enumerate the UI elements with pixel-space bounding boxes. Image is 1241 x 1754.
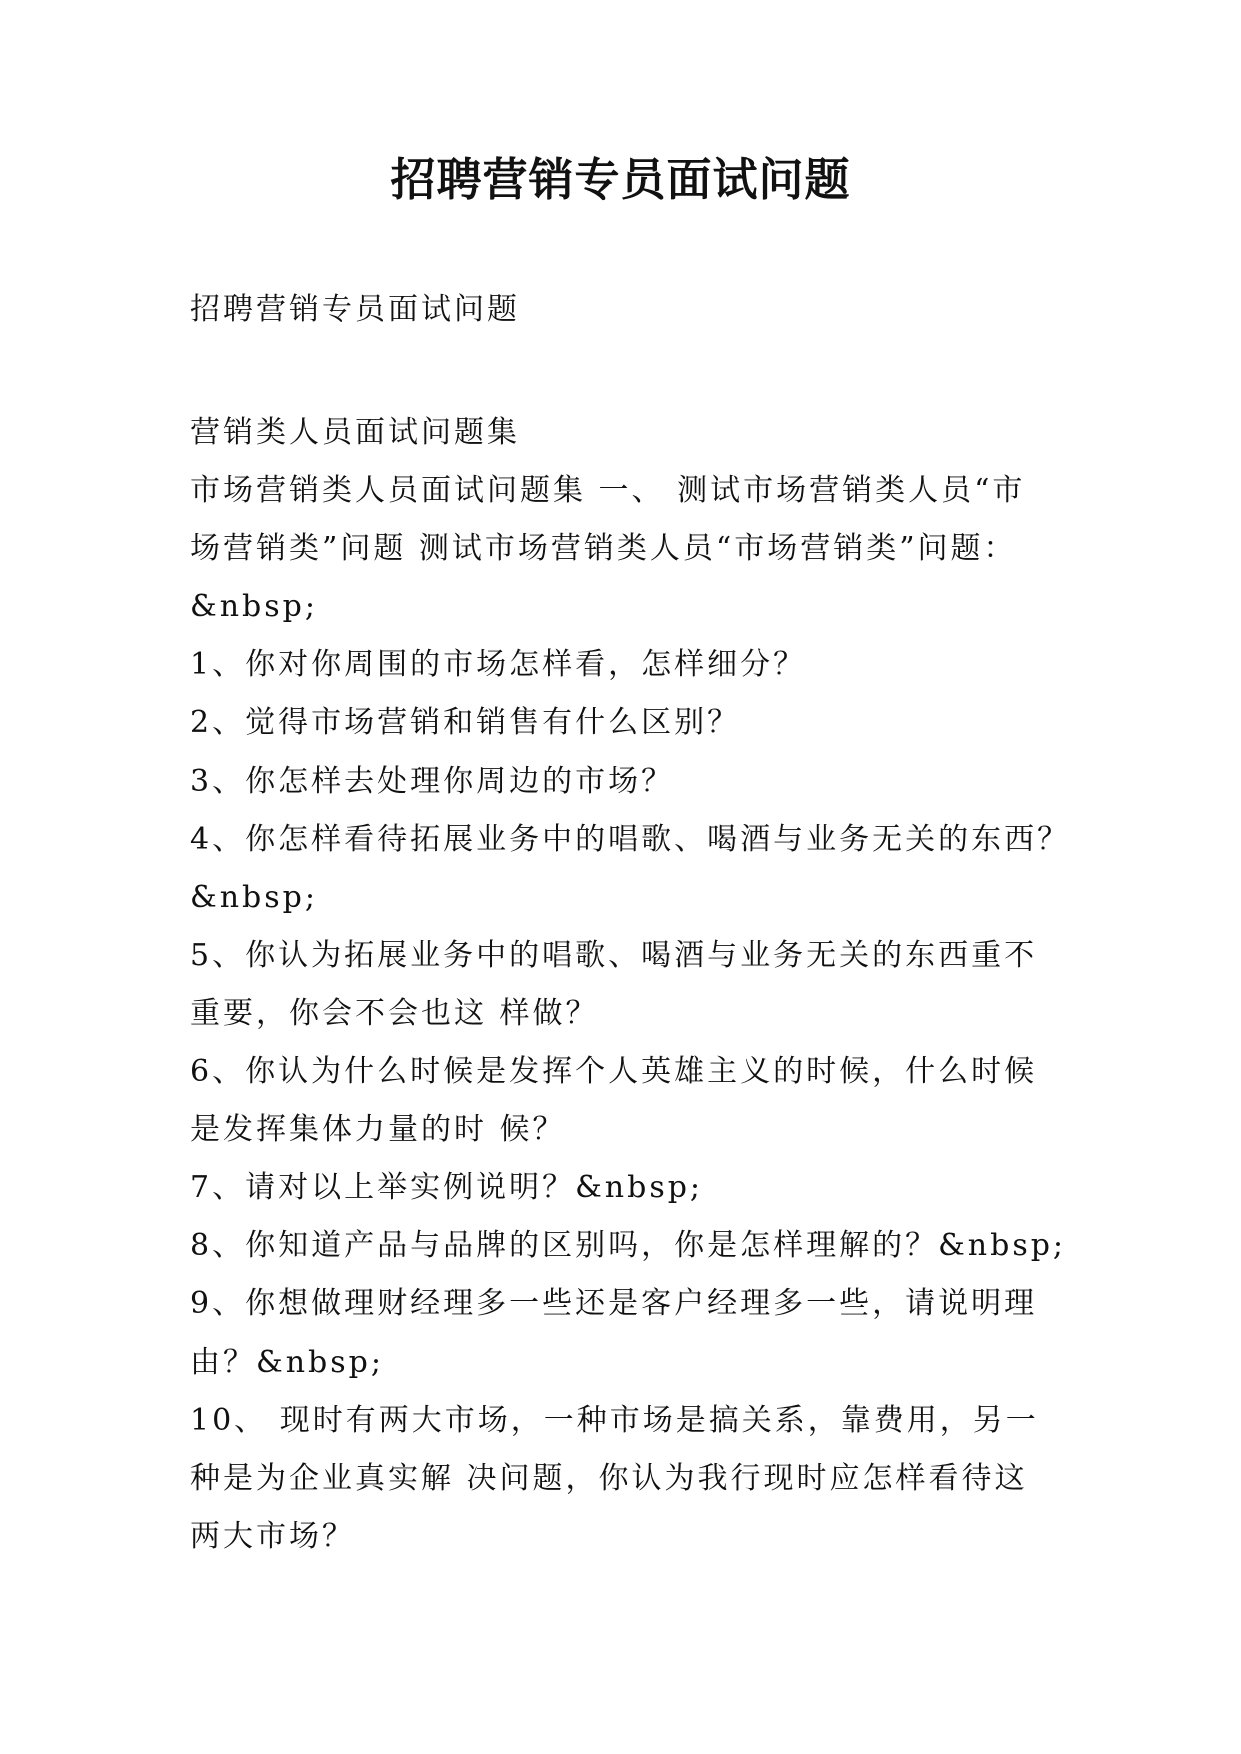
text-line: &nbsp; xyxy=(190,589,318,625)
text-line: 1、你对你周围的市场怎样看，怎样细分？ xyxy=(190,647,807,683)
text-line: 种是为企业真实解 决问题，你认为我行现时应怎样看待这 xyxy=(190,1460,1028,1496)
text-line: 8、你知道产品与品牌的区别吗，你是怎样理解的？&nbsp; xyxy=(190,1228,1067,1264)
text-line: 4、你怎样看待拓展业务中的唱歌、喝酒与业务无关的东西？ xyxy=(190,821,1071,857)
document-title: 招聘营销专员面试问题 xyxy=(390,153,851,206)
text-line: 10、 现时有两大市场，一种市场是搞关系，靠费用，另一 xyxy=(190,1402,1039,1438)
text-line: 两大市场？ xyxy=(190,1518,355,1554)
text-line: 由？&nbsp; xyxy=(190,1344,384,1380)
text-line: &nbsp; xyxy=(190,879,318,915)
text-line: 9、你想做理财经理多一些还是客户经理多一些，请说明理 xyxy=(190,1286,1038,1322)
text-line: 2、觉得市场营销和销售有什么区别？ xyxy=(190,705,741,741)
text-line: 7、请对以上举实例说明？&nbsp; xyxy=(190,1170,704,1206)
text-line: 3、你怎样去处理你周边的市场？ xyxy=(190,763,675,799)
document-subtitle: 招聘营销专员面试问题 xyxy=(190,292,520,327)
text-line: 场营销类”问题 测试市场营销类人员“市场营销类”问题： xyxy=(190,531,1017,567)
text-line: 营销类人员面试问题集 xyxy=(190,415,520,450)
text-line: 市场营销类人员面试问题集 一、 测试市场营销类人员“市 xyxy=(190,473,1026,509)
text-line: 5、你认为拓展业务中的唱歌、喝酒与业务无关的东西重不 xyxy=(190,937,1038,973)
text-line: 重要，你会不会也这 样做？ xyxy=(190,995,599,1031)
text-line: 6、你认为什么时候是发挥个人英雄主义的时候，什么时候 xyxy=(190,1054,1038,1090)
text-line: 是发挥集体力量的时 候？ xyxy=(190,1112,566,1148)
body-text xyxy=(190,404,1070,1566)
